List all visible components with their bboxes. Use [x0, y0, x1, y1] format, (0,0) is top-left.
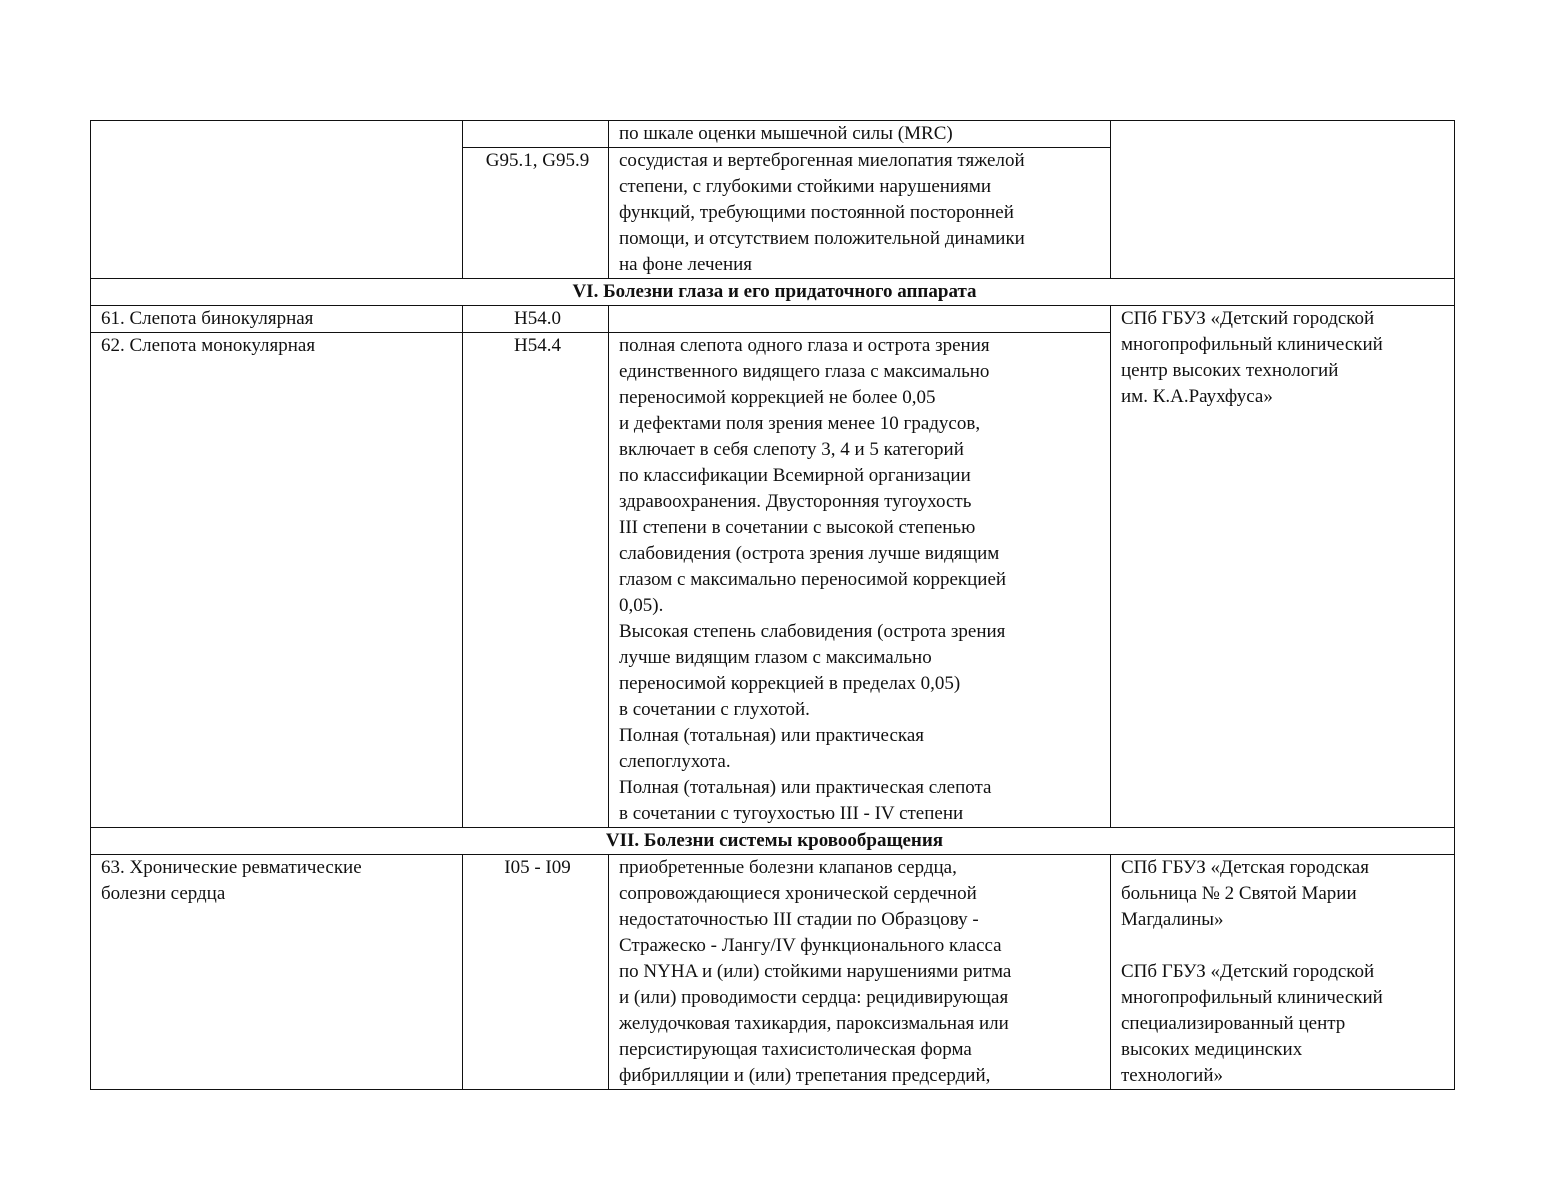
description-line: функций, требующими постоянной посторонней: [619, 202, 1014, 223]
institution-line: СПб ГБУЗ «Детский городской: [1121, 308, 1375, 329]
description-line: единственного видящего глаза с максимально: [619, 361, 990, 382]
description-line: по NYHA и (или) стойкими нарушениями ритма: [619, 961, 1012, 982]
institution-line: специализированный центр: [1121, 1013, 1346, 1034]
description-line: на фоне лечения: [619, 254, 753, 275]
disease-name-cell: [91, 121, 463, 279]
institution-line: многопрофильный клинический: [1121, 334, 1383, 355]
code-cell: H54.0: [463, 306, 609, 333]
description-line: по классификации Всемирной организации: [619, 465, 971, 486]
description-line: и (или) проводимости сердца: рецидивирующая: [619, 987, 1009, 1008]
institution-cell: [1111, 121, 1455, 279]
description-cell: [609, 121, 1111, 148]
description-line: желудочковая тахикардия, пароксизмальная или: [619, 1013, 1009, 1034]
description-line: слепоглухота.: [619, 751, 731, 772]
description-cell: [609, 148, 1111, 279]
description-line: Полная (тотальная) или практическая слепота: [619, 777, 992, 798]
section-title: VII. Болезни системы кровообращения: [91, 828, 1455, 855]
description-line: включает в себя слепоту 3, 4 и 5 категорий: [619, 439, 964, 460]
disease-name-cell: 61. Слепота бинокулярная: [91, 306, 463, 333]
description-line: III степени в сочетании с высокой степенью: [619, 517, 976, 538]
institution-spacer: [1121, 933, 1448, 959]
description-line: приобретенные болезни клапанов сердца,: [619, 857, 957, 878]
description-line: недостаточностью III стадии по Образцову -: [619, 909, 979, 930]
institution-line: больница № 2 Святой Марии: [1121, 883, 1357, 904]
description-line: помощи, и отсутствием положительной динамики: [619, 228, 1025, 249]
diseases-table: [90, 120, 1455, 1090]
description-line: Стражеско - Лангу/IV функционального класса: [619, 935, 1002, 956]
disease-name-cell: [91, 855, 463, 1090]
description-line: переносимой коррекцией не более 0,05: [619, 387, 936, 408]
description-line: в сочетании с тугоухостью III - IV степени: [619, 803, 964, 824]
description-line: степени, с глубокими стойкими нарушениями: [619, 176, 992, 197]
institution-line: СПб ГБУЗ «Детский городской: [1121, 961, 1375, 982]
section-title: VI. Болезни глаза и его придаточного аппарата: [91, 279, 1455, 306]
institution-line: СПб ГБУЗ «Детская городская: [1121, 857, 1369, 878]
code-cell: [463, 121, 609, 148]
institution-line: центр высоких технологий: [1121, 360, 1339, 381]
disease-name-line: болезни сердца: [101, 883, 226, 904]
description-line: лучше видящим глазом с максимально: [619, 647, 932, 668]
code-cell: I05 - I09: [463, 855, 609, 1090]
description-line: Высокая степень слабовидения (острота зрения: [619, 621, 1006, 642]
description-line: фибрилляции и (или) трепетания предсердий,: [619, 1065, 991, 1086]
description-line: здравоохранения. Двусторонняя тугоухость: [619, 491, 972, 512]
institution-line: высоких медицинских: [1121, 1039, 1303, 1060]
description-line: сосудистая и вертеброгенная миелопатия тяжелой: [619, 150, 1025, 171]
institution-cell: [1111, 855, 1455, 1090]
disease-name-line: 63. Хронические ревматические: [101, 857, 362, 878]
description-line: полная слепота одного глаза и острота зрения: [619, 335, 990, 356]
institution-line: многопрофильный клинический: [1121, 987, 1383, 1008]
institution-line: технологий»: [1121, 1065, 1224, 1086]
description-line: и дефектами поля зрения менее 10 градусов,: [619, 413, 981, 434]
description-line: по шкале оценки мышечной силы (MRC): [619, 123, 953, 144]
disease-name-cell: 62. Слепота монокулярная: [91, 333, 463, 828]
section-heading-row: [91, 828, 1455, 855]
description-line: сопровождающиеся хронической сердечной: [619, 883, 977, 904]
description-cell: [609, 306, 1111, 333]
description-line: переносимой коррекцией в пределах 0,05): [619, 673, 961, 694]
description-line: глазом с максимально переносимой коррекцией: [619, 569, 1007, 590]
description-cell: [609, 333, 1111, 828]
table-row: [91, 121, 1455, 148]
description-cell: [609, 855, 1111, 1090]
table-row: [91, 306, 1455, 333]
institution-cell: [1111, 306, 1455, 828]
section-heading-row: [91, 279, 1455, 306]
table-row: [91, 855, 1455, 1090]
code-cell: G95.1, G95.9: [463, 148, 609, 279]
institution-line: Магдалины»: [1121, 909, 1224, 930]
description-line: 0,05).: [619, 595, 664, 616]
code-cell: H54.4: [463, 333, 609, 828]
description-line: Полная (тотальная) или практическая: [619, 725, 925, 746]
institution-line: им. К.А.Раухфуса»: [1121, 386, 1273, 407]
description-line: слабовидения (острота зрения лучше видящим: [619, 543, 1000, 564]
description-line: персистирующая тахисистолическая форма: [619, 1039, 972, 1060]
description-line: в сочетании с глухотой.: [619, 699, 810, 720]
document-page: [90, 120, 1454, 1090]
